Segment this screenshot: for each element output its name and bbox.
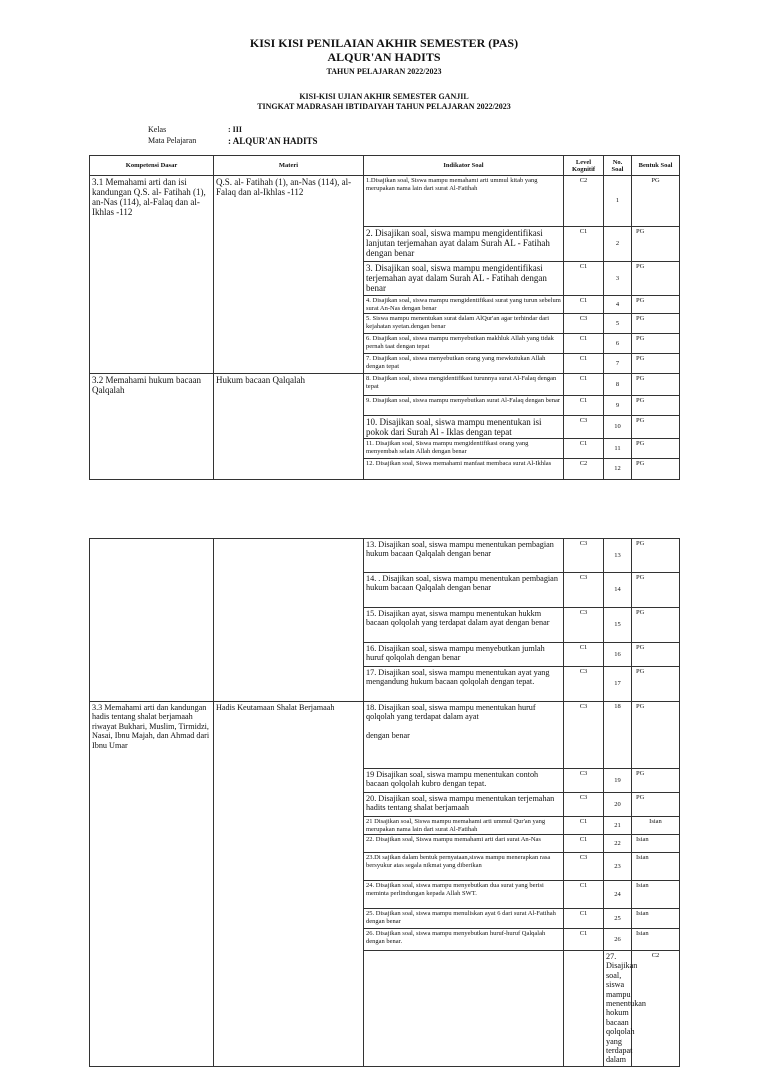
- level-cell: C1: [564, 334, 604, 354]
- subject-value: : ALQUR'AN HADITS: [228, 136, 318, 146]
- document-title: KISI KISI PENILAIAN AKHIR SEMESTER (PAS): [249, 36, 519, 50]
- materi-cell: Q.S. al- Fatihah (1), an-Nas (114), al-Falaq dan al-Ikhlas -112: [214, 176, 364, 374]
- kd-cell-empty: [364, 951, 564, 1067]
- indikator-cell: 6. Disajikan soal, siswa mampu menyebutkan makhluk Allah yang tidak pernah taat dengan tepat: [364, 334, 564, 354]
- bentuk-cell: PG: [632, 227, 680, 262]
- bentuk-cell: PG: [632, 296, 680, 314]
- no-cell: 10: [604, 416, 632, 439]
- grid-table-top: [89, 155, 680, 480]
- level-cell: C1: [564, 227, 604, 262]
- bentuk-cell: PG: [632, 334, 680, 354]
- bentuk-cell: Isian: [632, 817, 680, 835]
- col-header-bentuk: Bentuk Soal: [632, 156, 680, 176]
- level-cell: C2: [564, 459, 604, 480]
- level-cell: C2: [632, 951, 680, 1067]
- bentuk-cell: PG: [632, 539, 680, 573]
- indikator-cell: 11. Disajikan soal, Siswa mampu mengidentifikasi orang yang menyembah selain Allah dengan benar: [364, 439, 564, 459]
- bentuk-cell: Isian: [632, 853, 680, 881]
- no-cell: 22: [604, 835, 632, 853]
- table-row: [90, 374, 680, 396]
- indikator-cell: 14. . Disajikan soal, siswa mampu menentukan pembagian hukum bacaan Qalqalah dengan benar: [364, 573, 564, 608]
- no-cell: 14: [604, 573, 632, 608]
- no-cell: 7: [604, 354, 632, 374]
- level-cell: C1: [564, 835, 604, 853]
- no-cell: 2: [604, 227, 632, 262]
- no-cell: 8: [604, 374, 632, 396]
- academic-year: TAHUN PELAJARAN 2022/2023: [326, 67, 442, 76]
- level-cell: C1: [564, 817, 604, 835]
- level-cell: C1: [564, 909, 604, 929]
- level-cell: C3: [564, 702, 604, 769]
- no-cell: 12: [604, 459, 632, 480]
- level-subtitle: TINGKAT MADRASAH IBTIDAIYAH TAHUN PELAJARAN 2022/2023: [257, 102, 511, 111]
- indikator-cell: [364, 702, 564, 769]
- indikator-cell: 4. Disajikan soal, siswa mampu mengidentifikasi surat yang turun sebelum surat An-Nas dengan benar: [364, 296, 564, 314]
- kd-cell: 3.2 Memahami hukum bacaan Qalqalah: [90, 374, 214, 480]
- indikator-text: 18. Disajikan soal, siswa mampu menentukan huruf qolqolah yang terdapat dalam ayat: [366, 703, 536, 722]
- level-cell: C3: [564, 769, 604, 793]
- bentuk-cell: PG: [632, 439, 680, 459]
- level-cell: C1: [564, 374, 604, 396]
- class-value: : III: [228, 125, 243, 134]
- bentuk-cell: PG: [632, 702, 680, 769]
- indikator-cell: 17. Disajikan soal, siswa mampu menentukan ayat yang mengandung hukum bacaan qolqolah dengan tepat.: [364, 667, 564, 702]
- indikator-cell: 27. Disajikan soal, siswa mampu menentukan hokum bacaan qolqolah yang terdapat dalam: [604, 951, 632, 1067]
- materi-cell-empty: [214, 539, 364, 702]
- level-cell: C3: [564, 416, 604, 439]
- indikator-cell: 26. Disajikan soal, siswa mampu menyebutkan huruf-huruf Qalqalah dengan benar.: [364, 929, 564, 951]
- no-cell: 6: [604, 334, 632, 354]
- level-cell: C1: [564, 396, 604, 416]
- indikator-cell: 19 Disajikan soal, siswa mampu menentukan contoh bacaan qolqolah kubro dengan tepat.: [364, 769, 564, 793]
- indikator-cell: 15. Disajikan ayat, siswa mampu menentukan hukkm bacaan qolqolah yang terdapat dalam ayat dengan benar: [364, 608, 564, 643]
- bentuk-cell: PG: [632, 667, 680, 702]
- indikator-cell: 21 Disajikan soal, Siswa mampu memahami arti ummul Qur'an yang merupakan nama lain dari surat Al-Fatihah: [364, 817, 564, 835]
- bentuk-cell: PG: [632, 374, 680, 396]
- bentuk-cell: PG: [632, 176, 680, 227]
- bentuk-cell: PG: [632, 608, 680, 643]
- materi-cell-empty: [564, 951, 604, 1067]
- table-row: [90, 176, 680, 227]
- subject-label: Mata Pelajaran: [148, 136, 197, 145]
- materi-cell: Hukum bacaan Qalqalah: [214, 374, 364, 480]
- level-cell: C1: [564, 881, 604, 909]
- bentuk-cell: PG: [632, 416, 680, 439]
- exam-subtitle: KISI-KISI UJIAN AKHIR SEMESTER GANJIL: [299, 92, 469, 101]
- bentuk-cell: Isian: [632, 881, 680, 909]
- indikator-cell: 5. Siswa mampu menentukan surat dalam AlQur'an agar terhindar dari kejahatan syetan.dengan benar: [364, 314, 564, 334]
- kd-cell: 3.3 Memahami arti dan kandungan hadis tentang shalat berjamaah riwayat Bukhari, Muslim, Tirmidzi, Nasai, Ibnu Majah, dan Ahmad dari Ibnu Umar: [90, 702, 214, 1067]
- level-cell: C1: [564, 296, 604, 314]
- level-cell: C3: [564, 608, 604, 643]
- no-cell: 16: [604, 643, 632, 667]
- indikator-cell: 20. Disajikan soal, siswa mampu menentukan terjemahan hadits tentang shalat berjamaah: [364, 793, 564, 817]
- no-cell: 5: [604, 314, 632, 334]
- indikator-cell: 12. Disajikan soal, Siswa memahami manfaat membaca surat Al-Ikhlas: [364, 459, 564, 480]
- bentuk-cell: PG: [632, 459, 680, 480]
- kd-cell-empty: [90, 539, 214, 702]
- table-header-row: [90, 156, 680, 176]
- bentuk-cell: PG: [632, 573, 680, 608]
- no-cell: 13: [604, 539, 632, 573]
- level-cell: C1: [564, 354, 604, 374]
- indikator-cell: 25. Disajikan soal, siswa mampu menuliskan ayat 6 dari surat Al-Fatihah dengan benar: [364, 909, 564, 929]
- no-cell: 1: [604, 176, 632, 227]
- level-cell: C3: [564, 793, 604, 817]
- level-cell: C1: [564, 262, 604, 296]
- indikator-text-continued: dengan benar: [366, 730, 410, 740]
- bentuk-cell: PG: [632, 262, 680, 296]
- col-header-no: No. Soal: [604, 156, 632, 176]
- subject-title: ALQUR'AN HADITS: [327, 50, 441, 64]
- indikator-cell: 10. Disajikan soal, siswa mampu menentukan isi pokok dari Surah Al - Iklas dengan tepat: [364, 416, 564, 439]
- table-row: [90, 702, 680, 769]
- no-cell: 26: [604, 929, 632, 951]
- level-cell: C1: [564, 643, 604, 667]
- no-cell: 9: [604, 396, 632, 416]
- indikator-cell: 22. Disajikan soal, Siswa mampu memahami arti dari surat An-Nas: [364, 835, 564, 853]
- bentuk-cell: PG: [632, 314, 680, 334]
- no-cell: 18: [604, 702, 632, 769]
- level-cell: C1: [564, 439, 604, 459]
- indikator-cell: 24. Disajikan soal, siswa mampu menyebutkan dua surat yang berisi meminta perlindungan kepada Allah SWT.: [364, 881, 564, 909]
- materi-cell: Hadis Keutamaan Shalat Berjamaah: [214, 702, 364, 1067]
- indikator-cell: 3. Disajikan soal, siswa mampu mengidentifikasi terjemahan ayat dalam Surah AL - Fatihah dengan benar: [364, 262, 564, 296]
- level-cell: C3: [564, 667, 604, 702]
- col-header-level: Level Kognitif: [564, 156, 604, 176]
- no-cell: 25: [604, 909, 632, 929]
- grid-table-bottom: [89, 538, 680, 1067]
- indikator-cell: 7. Disajikan soal, siswa menyebutkan orang yang mewkutukan Allah dengan tepat: [364, 354, 564, 374]
- col-header-materi: Materi: [214, 156, 364, 176]
- indikator-cell: 23.Di sajikan dalam bentuk pernyataan,siswa mampu menerapkan rasa bersyukur atas segala nikmat yang diberikan: [364, 853, 564, 881]
- class-label: Kelas: [148, 125, 167, 134]
- bentuk-cell: PG: [632, 643, 680, 667]
- table-row: [90, 539, 680, 573]
- indikator-cell: 8. Disajikan soal, siswa mengidentifikasi turunnya surat Al-Falaq dengan tepat: [364, 374, 564, 396]
- col-header-kompetensi: Kompetensi Dasar: [90, 156, 214, 176]
- no-cell: 23: [604, 853, 632, 881]
- kd-cell: 3.1 Memahami arti dan isi kandungan Q.S. al- Fatihah (1), an-Nas (114), al-Falaq dan al-Ikhlas -112: [90, 176, 214, 374]
- indikator-cell: 16. Disajikan soal, siswa mampu menyebutkan jumlah huruf qolqolah dengan benar: [364, 643, 564, 667]
- no-cell: 19: [604, 769, 632, 793]
- bentuk-cell: Isian: [632, 835, 680, 853]
- no-cell: 3: [604, 262, 632, 296]
- no-cell: 4: [604, 296, 632, 314]
- no-cell: 20: [604, 793, 632, 817]
- indikator-cell: 13. Disajikan soal, siswa mampu menentukan pembagian hukum bacaan Qalqalah dengan benar: [364, 539, 564, 573]
- no-cell: 15: [604, 608, 632, 643]
- level-cell: C3: [564, 314, 604, 334]
- level-cell: C1: [564, 929, 604, 951]
- no-cell: 11: [604, 439, 632, 459]
- indikator-cell: 2. Disajikan soal, siswa mampu mengidentifikasi lanjutan terjemahan ayat dalam Surah AL - Fatihah dengan benar: [364, 227, 564, 262]
- level-cell: C3: [564, 539, 604, 573]
- bentuk-cell: PG: [632, 769, 680, 793]
- no-cell: 21: [604, 817, 632, 835]
- bentuk-cell: PG: [632, 396, 680, 416]
- no-cell: 17: [604, 667, 632, 702]
- bentuk-cell: Isian: [632, 909, 680, 929]
- level-cell: C3: [564, 573, 604, 608]
- indikator-cell: 9. Disajikan soal, siswa mampu menyebutkan surat Al-Falaq dengan benar: [364, 396, 564, 416]
- level-cell: C3: [564, 853, 604, 881]
- indikator-cell: 1.Disajikan soal, Siswa mampu memahami arti ummul kitab yang merupakan nama lain dari surat Al-Fatihah: [364, 176, 564, 227]
- no-cell: 24: [604, 881, 632, 909]
- bentuk-cell: PG: [632, 354, 680, 374]
- bentuk-cell: PG: [632, 793, 680, 817]
- bentuk-cell: Isian: [632, 929, 680, 951]
- level-cell: C2: [564, 176, 604, 227]
- col-header-indikator: Indikator Soal: [364, 156, 564, 176]
